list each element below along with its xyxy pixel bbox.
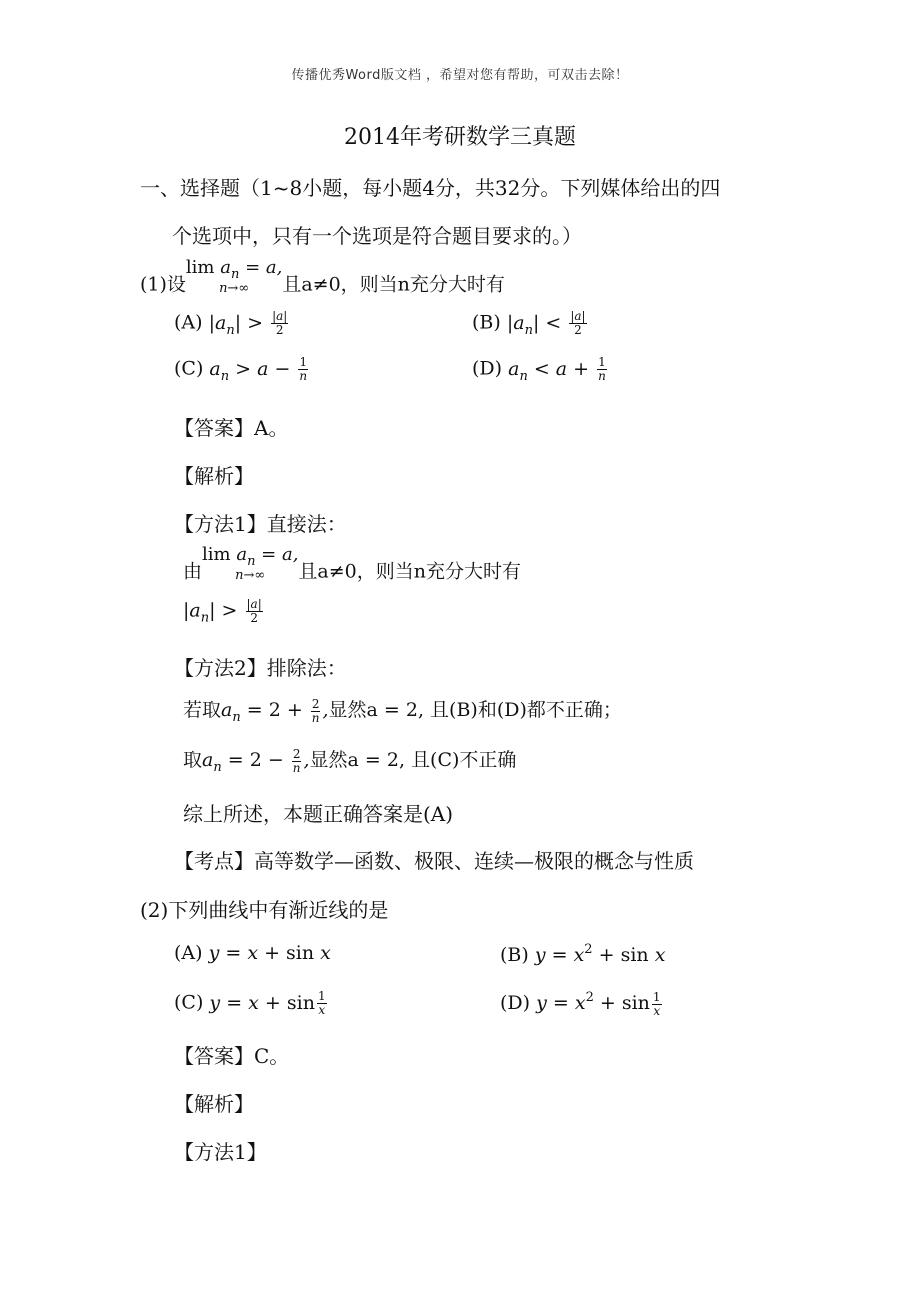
q1-option-c — [174, 356, 310, 384]
q1-option-d-formula: $a_n < a$ + $\frac{1}{n}$ — [508, 355, 606, 384]
q1-option-b-label: (B) — [472, 311, 501, 334]
q1-prefix: (1)设 — [140, 273, 186, 296]
q1-m1-condition: 且a≠0，则当n充分大时有 — [298, 560, 521, 583]
q2-analysis: 【解析】 — [174, 1092, 254, 1116]
q1-stem — [140, 258, 505, 297]
q1-option-a-label: (A) — [174, 311, 203, 334]
q1-option-c-label: (C) — [174, 357, 204, 380]
q1-m2-line1-formula: $a_n = 2$ + $\frac{2}{n}$ , — [221, 696, 329, 725]
section-heading-line1: 一、选择题（1~8小题，每小题4分，共32分。下列媒体给出的四 — [140, 176, 721, 200]
q2-option-d-formula: $y = x^2 + \sin$ $\frac{1}{x}$ — [536, 989, 661, 1018]
q2-stem: (2)下列曲线中有渐近线的是 — [140, 898, 389, 922]
q2-option-a — [174, 942, 331, 964]
q1-limit-expression: $\lim a_n = a$, n→∞ — [185, 257, 283, 297]
q1-option-a-formula: $|a_n|$ > $\frac{|a|}{2}$ — [208, 309, 288, 338]
q1-option-c-formula: $a_n > a$ − $\frac{1}{n}$ — [209, 355, 308, 384]
q1-m1-limit-expression: $\lim a_n = a$, n→∞ — [202, 544, 299, 584]
q1-condition: 且a≠0，则当n充分大时有 — [282, 273, 505, 296]
q1-answer: 【答案】A。 — [174, 416, 289, 440]
q2-option-b-formula: $y = x^2 + \sin x$ — [534, 942, 666, 966]
q2-answer: 【答案】C。 — [174, 1044, 290, 1068]
section-heading-line2: 个选项中，只有一个选项是符合题目要求的。） — [172, 224, 582, 248]
q1-m2-line2-formula: $a_n = 2$ − $\frac{2}{n}$ , — [202, 746, 310, 775]
q1-method1-statement — [183, 545, 521, 584]
q2-option-b — [500, 942, 665, 966]
q2-option-a-label: (A) — [174, 942, 203, 964]
q2-option-c-formula: y = x + sin $\frac{1}{x}$ — [209, 989, 326, 1017]
q2-option-c-label: (C) — [174, 991, 204, 1014]
q1-method2-line1 — [183, 695, 622, 725]
q1-conclusion: 综上所述，本题正确答案是(A) — [183, 802, 454, 826]
q1-option-d — [472, 356, 609, 384]
q2-option-a-formula: y = x + sin x — [208, 942, 331, 964]
q1-method2: 【方法2】排除法： — [174, 656, 347, 680]
q2-option-d-label: (D) — [500, 992, 531, 1014]
q2-option-d — [500, 990, 664, 1018]
q1-option-b-formula: $|a_n|$ < $\frac{|a|}{2}$ — [506, 309, 586, 338]
q1-option-d-label: (D) — [472, 357, 503, 380]
q1-method2-line2 — [183, 745, 516, 775]
q1-m2-line1-prefix: 若取 — [183, 699, 222, 721]
q1-m2-line1-suffix: 显然a = 2, 且(B)和(D)都不正确； — [328, 699, 622, 721]
q1-topic: 【考点】高等数学—函数、极限、连续—极限的概念与性质 — [174, 849, 694, 873]
q1-method1-result-formula: $|a_n|$ > $\frac{|a|}{2}$ — [183, 597, 262, 626]
q1-m2-line2-prefix: 取 — [183, 749, 203, 771]
q1-analysis: 【解析】 — [174, 464, 254, 488]
q1-method1: 【方法1】直接法： — [174, 512, 347, 536]
q1-m1-prefix: 由 — [183, 560, 203, 583]
document-header-note: 传播优秀Word版文档 ，希望对您有帮助，可双击去除！ — [291, 68, 629, 83]
q1-option-a — [174, 310, 290, 338]
page-title: 2014年考研数学三真题 — [344, 125, 576, 150]
q2-option-c — [174, 990, 329, 1017]
q2-method1: 【方法1】 — [174, 1140, 267, 1164]
q2-option-b-label: (B) — [500, 944, 529, 966]
q1-option-b — [472, 310, 589, 338]
q1-m2-line2-suffix: 显然a = 2, 且(C)不正确 — [309, 749, 517, 771]
